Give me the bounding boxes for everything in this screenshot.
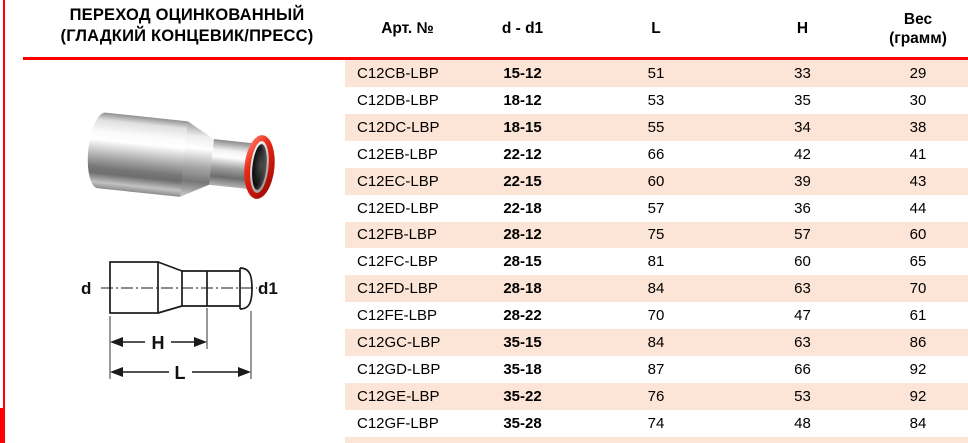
table-row bbox=[345, 87, 968, 114]
cell-H: 66 bbox=[794, 361, 811, 379]
cell-H: 63 bbox=[794, 280, 811, 298]
cell-d-d1: 28-22 bbox=[503, 307, 542, 325]
cell-H: 60 bbox=[794, 253, 811, 271]
cell-H: 57 bbox=[794, 226, 811, 244]
cell-H: 47 bbox=[794, 307, 811, 325]
cell-article: C12FC-LBP bbox=[357, 253, 438, 271]
cell-article: C12GC-LBP bbox=[357, 334, 441, 352]
left-accent-line-thick bbox=[0, 408, 5, 443]
cell-d-d1: 28-18 bbox=[503, 280, 542, 298]
cell-d-d1: 18-12 bbox=[503, 91, 542, 109]
table-partial-row bbox=[345, 437, 968, 443]
page-title bbox=[32, 5, 342, 47]
table-header-row bbox=[345, 0, 968, 57]
cell-L: 75 bbox=[647, 226, 665, 244]
cell-weight: 61 bbox=[909, 307, 927, 325]
cell-L: 74 bbox=[647, 414, 665, 432]
table-row bbox=[345, 60, 968, 87]
cell-d-d1: 35-22 bbox=[503, 388, 542, 406]
cell-d-d1: 35-15 bbox=[503, 334, 542, 352]
diameter-d-label: d bbox=[81, 279, 92, 298]
cell-L: 55 bbox=[647, 118, 665, 136]
table-body bbox=[345, 60, 968, 437]
cell-H: 36 bbox=[794, 199, 811, 217]
column-header-art: Арт. № bbox=[381, 20, 434, 37]
cell-d-d1: 35-18 bbox=[503, 361, 542, 379]
cell-article: C12CB-LBP bbox=[357, 64, 439, 82]
column-header-H: H bbox=[796, 20, 809, 37]
column-header-L: L bbox=[651, 20, 661, 37]
cell-H: 33 bbox=[794, 64, 811, 82]
cell-L: 87 bbox=[647, 361, 665, 379]
cell-weight: 29 bbox=[909, 64, 927, 82]
table-row bbox=[345, 114, 968, 141]
fitting-large-cylinder bbox=[84, 111, 188, 197]
cell-d-d1: 28-15 bbox=[503, 253, 542, 271]
cell-H: 42 bbox=[794, 145, 811, 163]
cell-weight: 38 bbox=[909, 118, 927, 136]
cell-H: 48 bbox=[794, 414, 811, 432]
dimension-H bbox=[110, 333, 207, 353]
cell-d-d1: 15-12 bbox=[503, 64, 542, 82]
table-row bbox=[345, 383, 968, 410]
table-row bbox=[345, 248, 968, 275]
dimension-diagram bbox=[75, 250, 290, 405]
cell-H: 53 bbox=[794, 388, 811, 406]
cell-weight: 44 bbox=[909, 199, 927, 217]
cell-d-d1: 22-15 bbox=[503, 172, 542, 190]
cell-article: C12EC-LBP bbox=[357, 172, 439, 190]
cell-article: C12FD-LBP bbox=[357, 280, 438, 298]
product-photo bbox=[88, 100, 278, 212]
cell-L: 66 bbox=[647, 145, 665, 163]
table-row bbox=[345, 329, 968, 356]
cell-weight: 70 bbox=[909, 280, 927, 298]
cell-weight: 41 bbox=[909, 145, 927, 163]
page-title-line2: (ГЛАДКИЙ КОНЦЕВИК/ПРЕСС) bbox=[60, 27, 314, 45]
cell-H: 34 bbox=[794, 118, 811, 136]
cell-L: 81 bbox=[647, 253, 665, 271]
cell-article: C12GD-LBP bbox=[357, 361, 441, 379]
diameter-d1-label: d1 bbox=[258, 279, 278, 298]
cell-article: C12GE-LBP bbox=[357, 388, 440, 406]
table-row bbox=[345, 195, 968, 222]
table-row bbox=[345, 168, 968, 195]
column-header-weight-line2: (грамм) bbox=[889, 29, 947, 47]
cell-article: C12DB-LBP bbox=[357, 91, 439, 109]
cell-article: C12ED-LBP bbox=[357, 199, 439, 217]
dimension-L bbox=[110, 363, 251, 383]
cell-article: C12GF-LBP bbox=[357, 414, 439, 432]
cell-d-d1: 18-15 bbox=[503, 118, 542, 136]
table-row bbox=[345, 410, 968, 437]
table-row bbox=[345, 302, 968, 329]
cell-article: C12FB-LBP bbox=[357, 226, 438, 244]
cell-weight: 92 bbox=[909, 388, 927, 406]
cell-L: 60 bbox=[647, 172, 665, 190]
table-row bbox=[345, 222, 968, 249]
cell-d-d1: 35-28 bbox=[503, 414, 542, 432]
cell-weight: 43 bbox=[909, 172, 927, 190]
cell-L: 76 bbox=[647, 388, 665, 406]
specs-table bbox=[345, 0, 968, 443]
dimension-L-label: L bbox=[174, 363, 186, 383]
column-header-dd1: d - d1 bbox=[501, 20, 544, 37]
cell-weight: 60 bbox=[909, 226, 927, 244]
cell-article: C12EB-LBP bbox=[357, 145, 438, 163]
cell-article: C12FE-LBP bbox=[357, 307, 438, 325]
page-title-line1: ПЕРЕХОД ОЦИНКОВАННЫЙ bbox=[69, 6, 305, 24]
press-ring bbox=[241, 134, 278, 201]
cell-weight: 65 bbox=[909, 253, 927, 271]
table-row bbox=[345, 356, 968, 383]
column-header-weight bbox=[868, 10, 968, 48]
cell-d-d1: 28-12 bbox=[503, 226, 542, 244]
column-header-weight-line1: Вес bbox=[903, 10, 933, 28]
cell-weight: 84 bbox=[909, 414, 927, 432]
cell-H: 63 bbox=[794, 334, 811, 352]
cell-L: 70 bbox=[647, 307, 665, 325]
cell-d-d1: 22-18 bbox=[503, 199, 542, 217]
cell-weight: 86 bbox=[909, 334, 927, 352]
cell-L: 84 bbox=[647, 280, 665, 298]
cell-weight: 30 bbox=[909, 91, 927, 109]
cell-L: 84 bbox=[647, 334, 665, 352]
cell-weight: 92 bbox=[909, 361, 927, 379]
dimension-H-label: H bbox=[151, 333, 165, 353]
cell-H: 35 bbox=[794, 91, 811, 109]
cell-article: C12DC-LBP bbox=[357, 118, 440, 136]
left-accent-line-thin bbox=[3, 0, 5, 408]
cell-L: 53 bbox=[647, 91, 665, 109]
table-row bbox=[345, 141, 968, 168]
reducer-fitting-image bbox=[83, 93, 284, 224]
cell-H: 39 bbox=[794, 172, 811, 190]
cell-d-d1: 22-12 bbox=[503, 145, 542, 163]
cell-L: 57 bbox=[647, 199, 665, 217]
table-row bbox=[345, 275, 968, 302]
cell-L: 51 bbox=[647, 64, 665, 82]
